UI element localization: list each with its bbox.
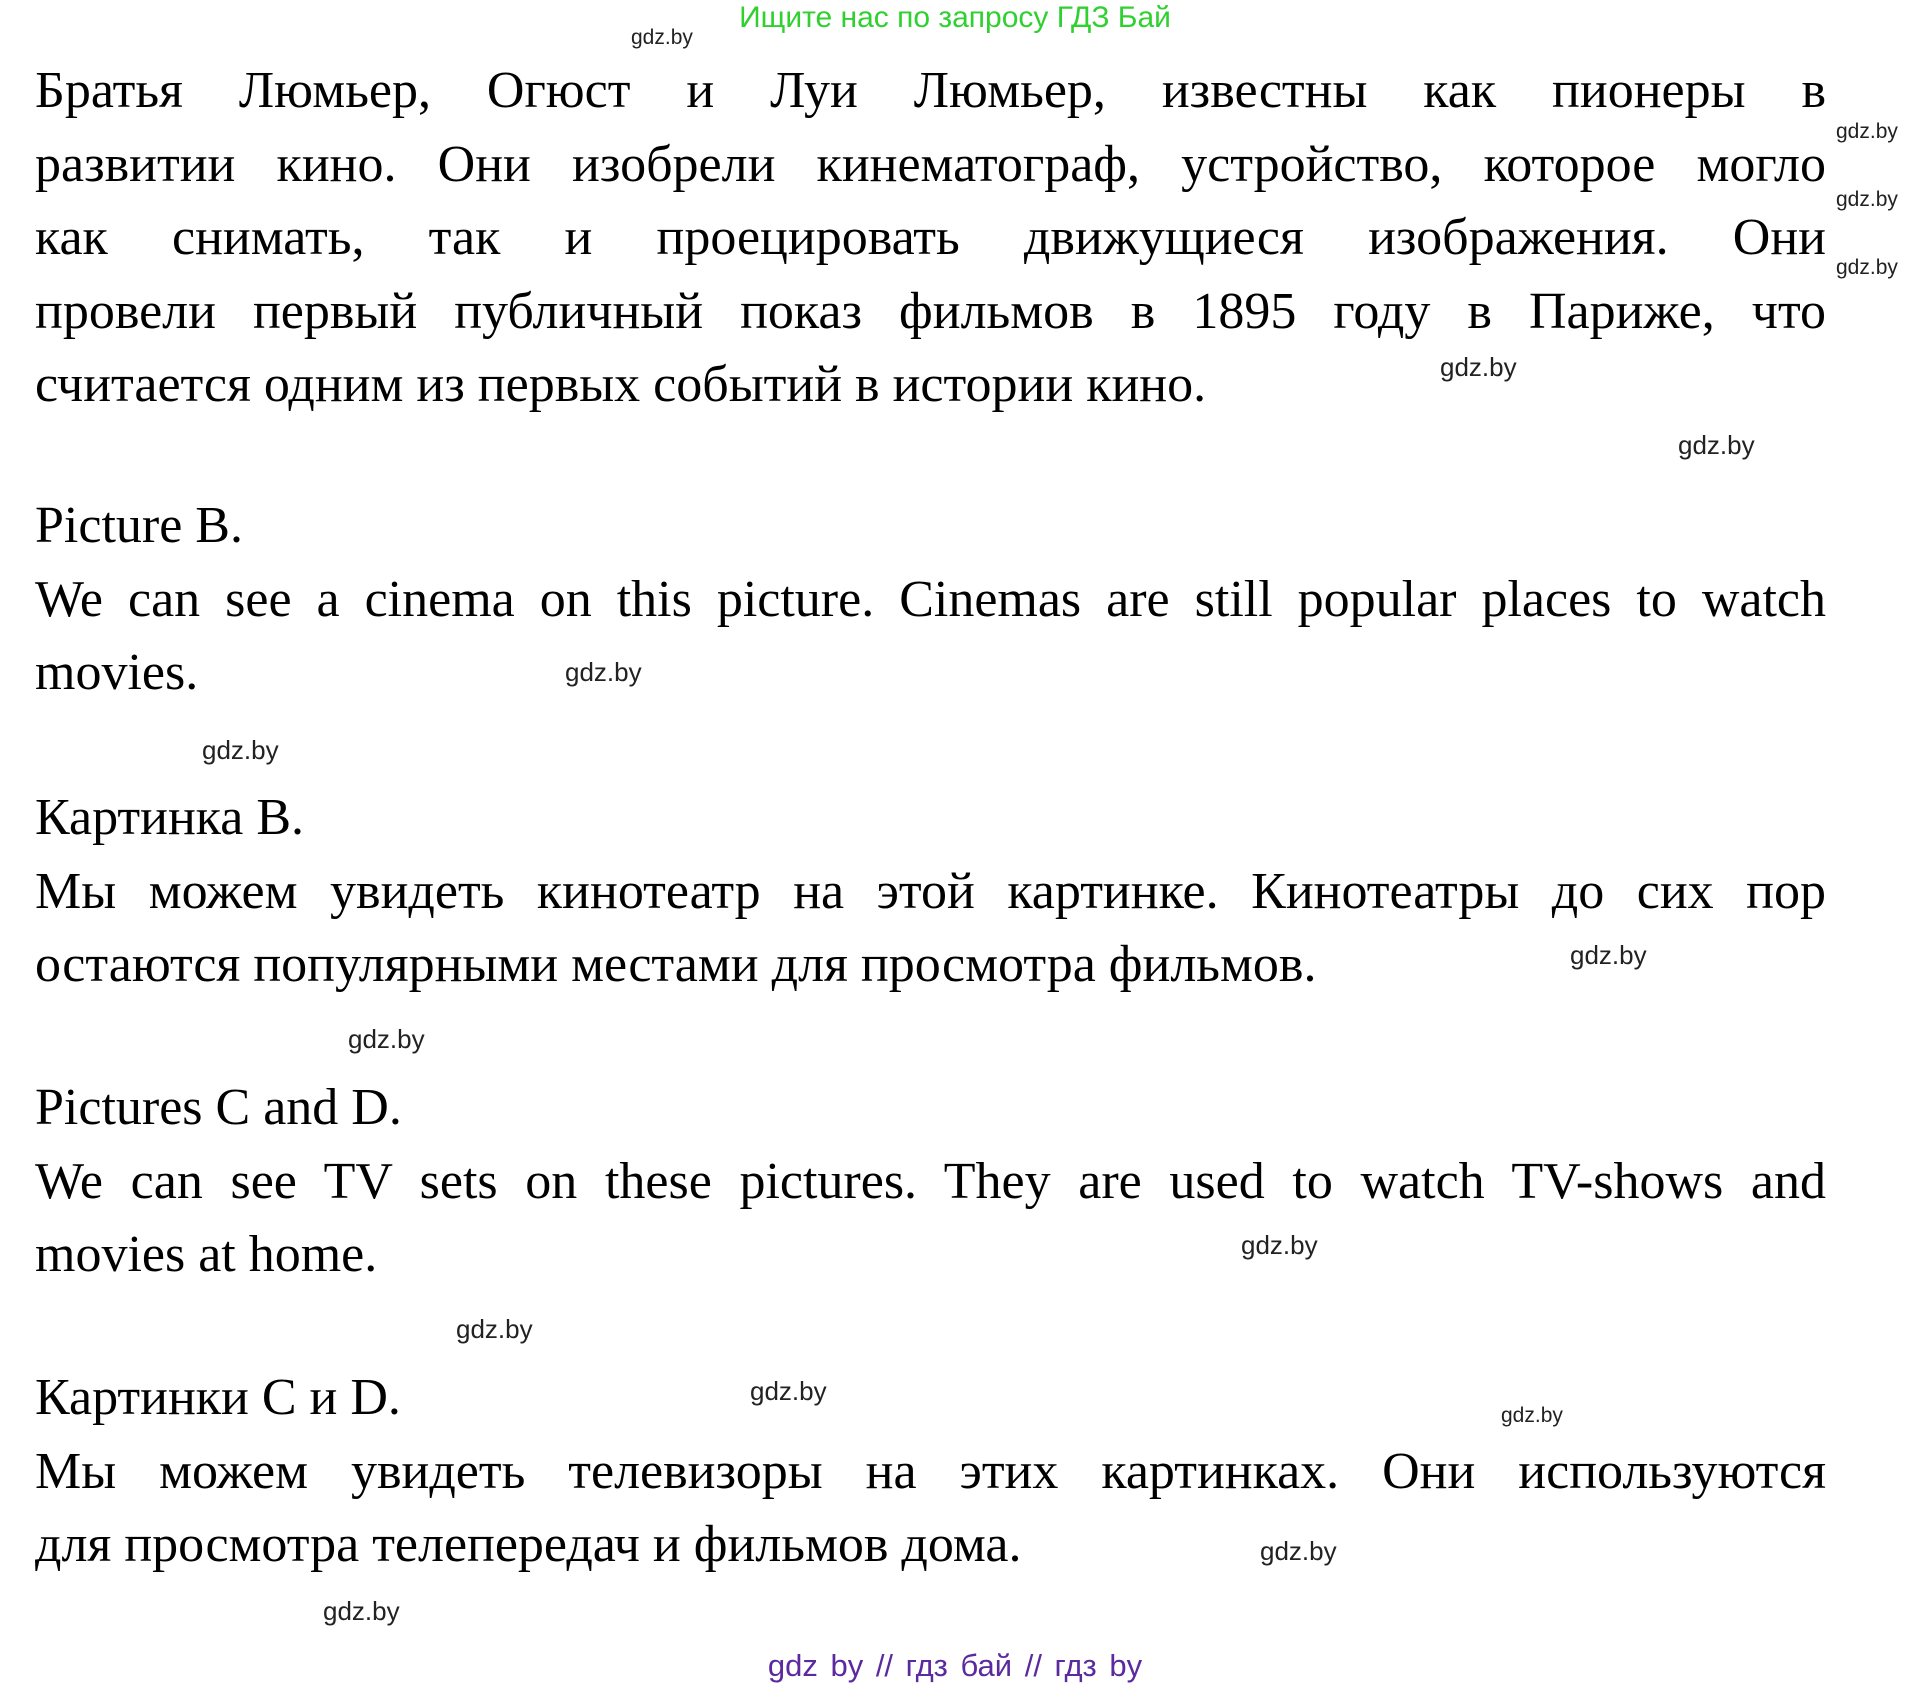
section-heading: Pictures C and D. <box>35 1079 402 1136</box>
text-line: провели первый публичный показ фильмов в 1895 году в Париже, что <box>35 282 1826 340</box>
text-line: Мы можем увидеть телевизоры на этих картинках. Они используются <box>35 1442 1826 1500</box>
text-line: We can see TV sets on these pictures. They are used to watch TV-shows and <box>35 1152 1826 1210</box>
section-heading: Картинки C и D. <box>35 1369 401 1426</box>
text-line: movies. <box>35 644 199 701</box>
search-hint-banner: Ищите нас по запросу ГДЗ Бай <box>739 1 1171 34</box>
text-line: We can see a cinema on this picture. Cinemas are still popular places to watch <box>35 570 1826 628</box>
watermark: gdz.by <box>323 1596 400 1626</box>
watermark: gdz.by <box>1678 430 1755 460</box>
watermark: gdz.by <box>631 26 693 49</box>
section-picture-b-ru <box>35 781 1826 1002</box>
watermark: gdz.by <box>1570 940 1647 970</box>
watermark: gdz.by <box>565 657 642 687</box>
watermark: gdz.by <box>1501 1404 1563 1427</box>
watermark: gdz.by <box>202 735 279 765</box>
paragraph-lumiere <box>35 54 1826 422</box>
section-heading: Picture B. <box>35 497 243 554</box>
section-picture-b-en <box>35 489 1826 710</box>
section-pictures-cd-en <box>35 1071 1826 1292</box>
text-line: считается одним из первых событий в истории кино. <box>35 356 1207 413</box>
watermark: gdz.by <box>456 1314 533 1344</box>
watermark: gdz.by <box>1241 1230 1318 1260</box>
section-pictures-cd-ru <box>35 1361 1826 1582</box>
watermark: gdz.by <box>1836 188 1898 211</box>
section-heading: Картинка B. <box>35 789 305 846</box>
watermark: gdz.by <box>1260 1536 1337 1566</box>
text-line: Мы можем увидеть кинотеатр на этой картинке. Кинотеатры до сих пор <box>35 862 1826 920</box>
watermark: gdz.by <box>348 1024 425 1054</box>
text-line: развитии кино. Они изобрели кинематограф, устройство, которое могло <box>35 135 1826 193</box>
text-line: Братья Люмьер, Огюст и Луи Люмьер, известны как пионеры в <box>35 62 1826 119</box>
watermark: gdz.by <box>1440 352 1517 382</box>
watermark: gdz.by <box>1836 120 1898 143</box>
text-line: остаются популярными местами для просмотра фильмов. <box>35 936 1317 993</box>
footer-site-links: gdz by // гдз бай // гдз by <box>767 1648 1143 1683</box>
text-line: movies at home. <box>35 1226 378 1283</box>
watermark: gdz.by <box>750 1376 827 1406</box>
text-line: для просмотра телепередач и фильмов дома. <box>35 1516 1022 1573</box>
watermark: gdz.by <box>1836 256 1898 279</box>
text-line: как снимать, так и проецировать движущиеся изображения. Они <box>35 209 1826 266</box>
